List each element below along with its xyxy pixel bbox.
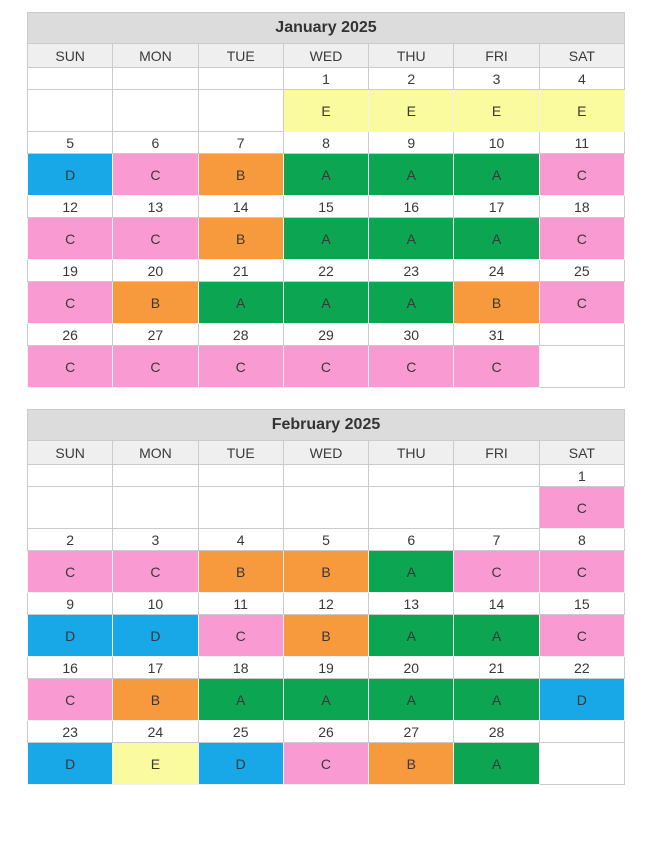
shift-code-cell: A	[198, 282, 283, 324]
date-cell: 26	[28, 324, 113, 346]
shift-code-cell: C	[113, 154, 198, 196]
shift-code-cell: A	[454, 679, 539, 721]
shift-code-cell: C	[28, 282, 113, 324]
shift-code-cell: C	[198, 615, 283, 657]
shift-code-cell: C	[113, 551, 198, 593]
shift-code-cell: A	[283, 218, 368, 260]
date-cell: 24	[113, 721, 198, 743]
shift-code-cell: A	[369, 679, 454, 721]
date-cell: 7	[454, 529, 539, 551]
date-cell: 14	[198, 196, 283, 218]
weekday-header-fri: FRI	[454, 44, 539, 68]
weekday-header-sat: SAT	[539, 441, 624, 465]
date-cell: 28	[454, 721, 539, 743]
date-cell: 15	[283, 196, 368, 218]
date-cell: 26	[283, 721, 368, 743]
empty-cell	[28, 465, 113, 487]
shift-code-cell: D	[198, 743, 283, 785]
weekday-header-mon: MON	[113, 44, 198, 68]
shift-code-cell: A	[454, 615, 539, 657]
date-cell: 12	[283, 593, 368, 615]
shift-code-cell: C	[283, 346, 368, 388]
empty-cell	[454, 487, 539, 529]
date-cell: 3	[454, 68, 539, 90]
weekday-header-sun: SUN	[28, 441, 113, 465]
weekday-header-mon: MON	[113, 441, 198, 465]
shift-code-cell: D	[539, 679, 624, 721]
date-cell: 25	[539, 260, 624, 282]
date-cell: 28	[198, 324, 283, 346]
shift-code-cell: C	[28, 346, 113, 388]
weekday-header-fri: FRI	[454, 441, 539, 465]
empty-cell	[454, 465, 539, 487]
shift-code-cell: A	[369, 551, 454, 593]
date-cell: 24	[454, 260, 539, 282]
date-cell: 2	[369, 68, 454, 90]
empty-cell	[198, 68, 283, 90]
shift-code-cell: C	[539, 282, 624, 324]
date-cell: 18	[539, 196, 624, 218]
shift-code-cell: C	[28, 551, 113, 593]
shift-code-cell: C	[28, 679, 113, 721]
shift-code-cell: B	[283, 615, 368, 657]
shift-code-cell: A	[283, 282, 368, 324]
empty-cell	[369, 487, 454, 529]
shift-code-cell: C	[113, 218, 198, 260]
date-cell: 19	[283, 657, 368, 679]
date-cell: 8	[539, 529, 624, 551]
empty-cell	[198, 487, 283, 529]
shift-code-cell: C	[113, 346, 198, 388]
shift-code-cell: C	[539, 154, 624, 196]
date-cell: 22	[539, 657, 624, 679]
empty-cell	[539, 346, 624, 388]
empty-cell	[28, 90, 113, 132]
shift-code-cell: C	[369, 346, 454, 388]
shift-code-cell: E	[539, 90, 624, 132]
date-cell: 8	[283, 132, 368, 154]
date-cell: 10	[454, 132, 539, 154]
shift-code-cell: C	[539, 218, 624, 260]
date-cell: 1	[283, 68, 368, 90]
date-cell: 11	[198, 593, 283, 615]
shift-code-cell: A	[283, 154, 368, 196]
empty-cell	[539, 721, 624, 743]
shift-code-cell: E	[369, 90, 454, 132]
date-cell: 21	[454, 657, 539, 679]
date-cell: 9	[28, 593, 113, 615]
shift-code-cell: A	[454, 743, 539, 785]
shift-code-cell: B	[198, 218, 283, 260]
empty-cell	[283, 465, 368, 487]
date-cell: 23	[28, 721, 113, 743]
weekday-header-tue: TUE	[198, 441, 283, 465]
date-cell: 23	[369, 260, 454, 282]
shift-code-cell: A	[198, 679, 283, 721]
shift-code-cell: A	[454, 218, 539, 260]
date-cell: 16	[28, 657, 113, 679]
weekday-header-wed: WED	[283, 44, 368, 68]
date-cell: 31	[454, 324, 539, 346]
shift-code-cell: C	[539, 615, 624, 657]
shift-code-cell: D	[28, 615, 113, 657]
shift-code-cell: A	[454, 154, 539, 196]
shift-code-cell: B	[454, 282, 539, 324]
date-cell: 30	[369, 324, 454, 346]
weekday-header-sat: SAT	[539, 44, 624, 68]
shift-code-cell: C	[198, 346, 283, 388]
date-cell: 19	[28, 260, 113, 282]
empty-cell	[113, 90, 198, 132]
shift-code-cell: E	[454, 90, 539, 132]
shift-code-cell: B	[198, 154, 283, 196]
date-cell: 21	[198, 260, 283, 282]
empty-cell	[113, 68, 198, 90]
shift-code-cell: B	[113, 282, 198, 324]
date-cell: 11	[539, 132, 624, 154]
date-cell: 20	[369, 657, 454, 679]
shift-code-cell: D	[28, 154, 113, 196]
date-cell: 6	[113, 132, 198, 154]
shift-code-cell: A	[369, 218, 454, 260]
date-cell: 4	[198, 529, 283, 551]
empty-cell	[539, 743, 624, 785]
shift-code-cell: B	[113, 679, 198, 721]
shift-code-cell: C	[283, 743, 368, 785]
shift-code-cell: E	[283, 90, 368, 132]
date-cell: 18	[198, 657, 283, 679]
month-title: January 2025	[28, 13, 625, 44]
date-cell: 7	[198, 132, 283, 154]
weekday-header-tue: TUE	[198, 44, 283, 68]
date-cell: 25	[198, 721, 283, 743]
date-cell: 15	[539, 593, 624, 615]
date-cell: 13	[369, 593, 454, 615]
date-cell: 1	[539, 465, 624, 487]
shift-code-cell: C	[454, 551, 539, 593]
month-table-february	[27, 409, 625, 785]
shift-code-cell: D	[28, 743, 113, 785]
shift-code-cell: A	[369, 154, 454, 196]
shift-code-cell: C	[539, 487, 624, 529]
date-cell: 6	[369, 529, 454, 551]
weekday-header-thu: THU	[369, 44, 454, 68]
shift-code-cell: E	[113, 743, 198, 785]
date-cell: 4	[539, 68, 624, 90]
empty-cell	[113, 465, 198, 487]
date-cell: 29	[283, 324, 368, 346]
date-cell: 13	[113, 196, 198, 218]
empty-cell	[198, 90, 283, 132]
date-cell: 17	[113, 657, 198, 679]
empty-cell	[113, 487, 198, 529]
month-title: February 2025	[28, 410, 625, 441]
empty-cell	[539, 324, 624, 346]
date-cell: 27	[369, 721, 454, 743]
shift-code-cell: D	[113, 615, 198, 657]
shift-code-cell: B	[369, 743, 454, 785]
calendar-root	[27, 12, 626, 785]
date-cell: 9	[369, 132, 454, 154]
shift-code-cell: C	[28, 218, 113, 260]
empty-cell	[369, 465, 454, 487]
date-cell: 5	[283, 529, 368, 551]
empty-cell	[28, 487, 113, 529]
empty-cell	[283, 487, 368, 529]
date-cell: 22	[283, 260, 368, 282]
empty-cell	[198, 465, 283, 487]
date-cell: 2	[28, 529, 113, 551]
shift-code-cell: C	[454, 346, 539, 388]
date-cell: 27	[113, 324, 198, 346]
month-table-january	[27, 12, 625, 388]
shift-code-cell: A	[283, 679, 368, 721]
date-cell: 3	[113, 529, 198, 551]
date-cell: 12	[28, 196, 113, 218]
shift-code-cell: B	[283, 551, 368, 593]
shift-code-cell: A	[369, 615, 454, 657]
date-cell: 10	[113, 593, 198, 615]
shift-code-cell: B	[198, 551, 283, 593]
date-cell: 5	[28, 132, 113, 154]
shift-code-cell: C	[539, 551, 624, 593]
date-cell: 14	[454, 593, 539, 615]
shift-code-cell: A	[369, 282, 454, 324]
empty-cell	[28, 68, 113, 90]
weekday-header-wed: WED	[283, 441, 368, 465]
date-cell: 16	[369, 196, 454, 218]
date-cell: 17	[454, 196, 539, 218]
weekday-header-sun: SUN	[28, 44, 113, 68]
date-cell: 20	[113, 260, 198, 282]
weekday-header-thu: THU	[369, 441, 454, 465]
